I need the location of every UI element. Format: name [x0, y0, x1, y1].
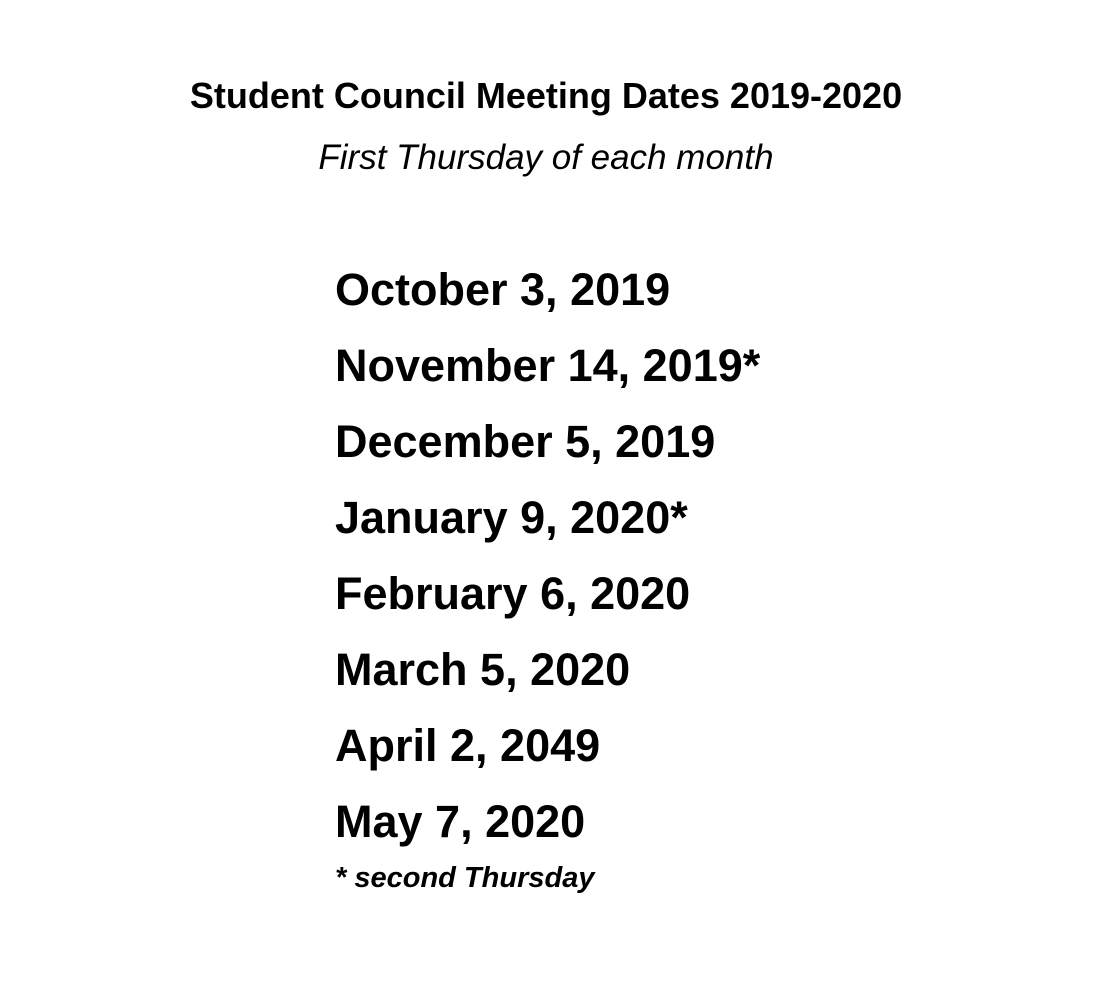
meeting-date-item: April 2, 2049: [335, 720, 601, 771]
meeting-date-list: [335, 252, 760, 860]
page-subtitle: First Thursday of each month: [318, 138, 774, 177]
meeting-date-item: October 3, 2019: [335, 264, 671, 315]
footnote: * second Thursday: [335, 862, 595, 894]
meeting-date-item: November 14, 2019*: [335, 340, 761, 391]
page-title: Student Council Meeting Dates 2019-2020: [189, 75, 903, 116]
meeting-date-item: February 6, 2020: [335, 568, 691, 619]
meeting-date-item: January 9, 2020*: [335, 492, 688, 543]
meeting-date-item: March 5, 2020: [335, 644, 631, 695]
meeting-date-item: May 7, 2020: [335, 796, 586, 847]
meeting-date-item: December 5, 2019: [335, 416, 716, 467]
